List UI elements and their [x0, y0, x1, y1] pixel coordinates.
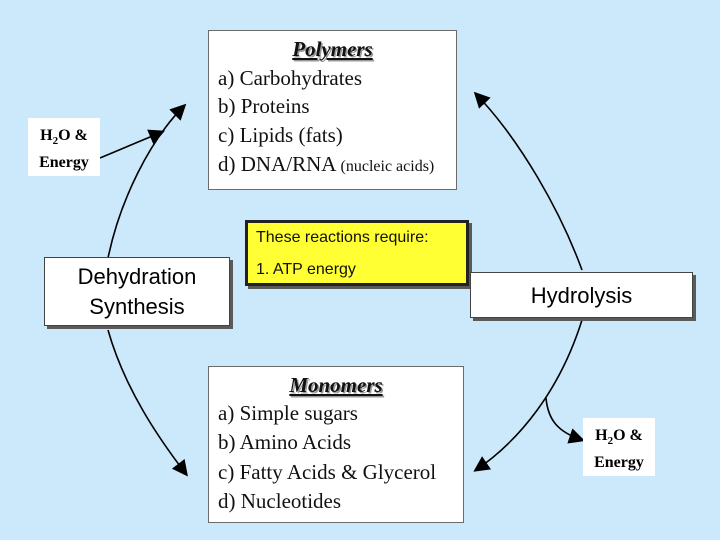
energy-right-line2: Energy — [594, 454, 644, 472]
hydrolysis-label: Hydrolysis — [530, 283, 633, 308]
polymers-item-3: c) Lipids (fats) — [218, 123, 343, 147]
energy-left-line2: Energy — [39, 154, 89, 172]
monomers-item-3: c) Fatty Acids & Glycerol — [218, 460, 437, 484]
polymers-item-4-main: d) DNA/RNA — [218, 152, 336, 176]
dehydration-synthesis-box — [44, 257, 230, 326]
dehydration-line1: Dehydration — [77, 264, 197, 289]
synthesis-upper-arrow — [108, 106, 184, 258]
monomers-box — [208, 366, 464, 523]
synthesis-lower-arrow — [108, 330, 186, 474]
polymers-item-4 — [218, 152, 434, 177]
energy-left-line1: $H_2O$ & — [40, 127, 88, 148]
monomers-item-2: b) Amino Acids — [218, 430, 352, 454]
energy-left-box — [28, 118, 100, 176]
energy-right-line1: $H_2O$ & — [595, 427, 643, 448]
monomers-item-1: a) Simple sugars — [218, 401, 358, 425]
energy-right-arrow — [546, 398, 582, 440]
polymers-item-1: a) Carbohydrates — [218, 66, 363, 90]
polymers-item-2: b) Proteins — [218, 94, 310, 118]
hydrolysis-lower-arrow — [476, 320, 582, 470]
requirements-item: 1. ATP energy — [256, 261, 356, 278]
requirements-box — [245, 220, 469, 286]
polymers-item-4-suffix: (nucleic acids) — [340, 158, 435, 175]
monomers-title: Monomers — [289, 373, 383, 397]
monomers-item-4: d) Nucleotides — [218, 489, 342, 513]
hydrolysis-box — [470, 272, 693, 318]
dehydration-line2: Synthesis — [89, 294, 185, 319]
polymers-title: Polymers — [292, 37, 373, 61]
energy-right-box — [583, 418, 655, 476]
polymers-box — [208, 30, 457, 190]
hydrolysis-upper-arrow — [476, 94, 582, 270]
requirements-heading: These reactions require: — [256, 229, 429, 246]
